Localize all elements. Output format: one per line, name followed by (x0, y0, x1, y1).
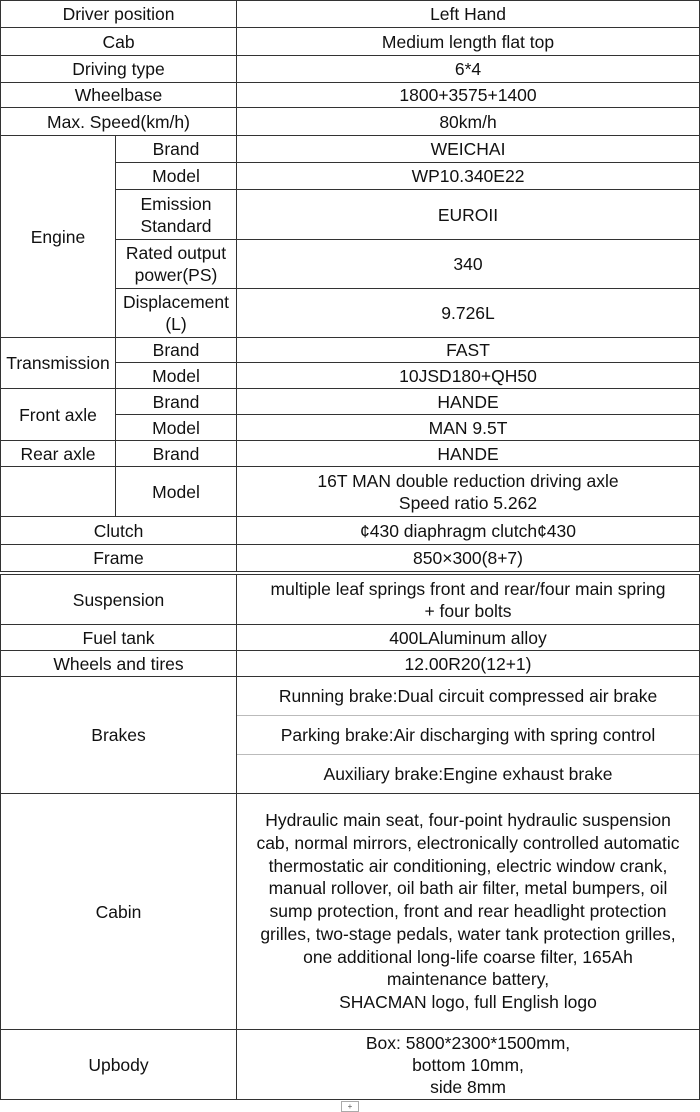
value-driver-position: Left Hand (237, 1, 700, 28)
label-engine: Engine (1, 136, 116, 338)
row-upbody (1, 1030, 700, 1100)
label-rated-output-line1: Rated output (125, 243, 227, 263)
value-cabin (237, 794, 700, 1030)
value-transmission-brand: FAST (237, 338, 700, 363)
cabin-line: SHACMAN logo, full English logo (339, 992, 597, 1013)
label-rated-output-line2: power(PS) (134, 265, 218, 285)
label-cab: Cab (1, 28, 237, 56)
label-transmission: Transmission (1, 338, 116, 389)
value-fuel-tank: 400LAluminum alloy (237, 625, 700, 651)
row-frame (1, 545, 700, 572)
label-engine-displacement (116, 289, 237, 338)
value-front-axle-model: MAN 9.5T (237, 415, 700, 441)
value-frame: 850×300(8+7) (237, 545, 700, 572)
label-displacement-line1: Displacement (122, 292, 230, 312)
label-engine-emission-line2: Standard (140, 215, 212, 236)
row-wheels-tires (1, 651, 700, 677)
value-suspension-line1: multiple leaf springs front and rear/four main spring (270, 578, 666, 599)
row-driver-position (1, 1, 700, 28)
label-transmission-brand: Brand (116, 338, 237, 363)
cabin-line: grilles, two-stage pedals, water tank protection grilles, (260, 923, 676, 944)
row-wheelbase (1, 83, 700, 108)
label-engine-rated-output (116, 240, 237, 289)
row-cab (1, 28, 700, 56)
label-upbody: Upbody (1, 1030, 237, 1100)
upbody-line: bottom 10mm, (412, 1054, 524, 1075)
value-engine-emission: EUROII (237, 190, 700, 240)
spec-table-bottom (0, 574, 700, 1100)
row-driving-type (1, 56, 700, 83)
cabin-line: Hydraulic main seat, four-point hydraulic suspension (265, 809, 671, 830)
value-front-axle-brand: HANDE (237, 389, 700, 415)
label-displacement-line2: (L) (165, 314, 187, 334)
label-rear-axle: Rear axle (1, 441, 116, 467)
value-brakes (237, 677, 700, 794)
label-clutch: Clutch (1, 517, 237, 545)
label-rear-axle-empty (1, 467, 116, 517)
label-fuel-tank: Fuel tank (1, 625, 237, 651)
value-suspension (237, 575, 700, 625)
label-engine-brand: Brand (116, 136, 237, 163)
label-engine-model: Model (116, 163, 237, 190)
row-rear-axle-brand (1, 441, 700, 467)
label-frame: Frame (1, 545, 237, 572)
label-wheelbase: Wheelbase (1, 83, 237, 108)
cabin-line: one additional long-life coarse filter, 165Ah (303, 946, 633, 967)
row-transmission-brand (1, 338, 700, 363)
label-transmission-model: Model (116, 363, 237, 389)
cabin-line: thermostatic air conditioning, electric window crank, (268, 855, 668, 876)
value-max-speed: 80km/h (237, 108, 700, 136)
row-rear-axle-model (1, 467, 700, 517)
brake-parking: Parking brake:Air discharging with spring control (237, 716, 699, 755)
label-engine-emission-line1: Emission (140, 193, 212, 214)
label-driving-type: Driving type (1, 56, 237, 83)
label-max-speed: Max. Speed(km/h) (1, 108, 237, 136)
value-rear-axle-model (237, 467, 700, 517)
label-driver-position: Driver position (1, 1, 237, 28)
label-rear-axle-brand: Brand (116, 441, 237, 467)
value-engine-brand: WEICHAI (237, 136, 700, 163)
upbody-line: Box: 5800*2300*1500mm, (365, 1032, 571, 1053)
value-engine-displacement: 9.726L (237, 289, 700, 338)
brake-running: Running brake:Dual circuit compressed air brake (237, 677, 699, 716)
value-transmission-model: 10JSD180+QH50 (237, 363, 700, 389)
value-wheels-tires: 12.00R20(12+1) (237, 651, 700, 677)
label-suspension: Suspension (1, 575, 237, 625)
row-clutch (1, 517, 700, 545)
value-engine-rated-output: 340 (237, 240, 700, 289)
value-driving-type: 6*4 (237, 56, 700, 83)
upbody-line: side 8mm (430, 1076, 506, 1097)
value-upbody (237, 1030, 700, 1100)
label-wheels-tires: Wheels and tires (1, 651, 237, 677)
label-brakes: Brakes (1, 677, 237, 794)
value-wheelbase: 1800+3575+1400 (237, 83, 700, 108)
cabin-line: maintenance battery, (386, 969, 550, 990)
value-rear-axle-model-line1: 16T MAN double reduction driving axle (317, 470, 619, 491)
label-engine-emission (116, 190, 237, 240)
value-rear-axle-model-line2: Speed ratio 5.262 (398, 492, 538, 513)
cabin-line: sump protection, front and rear headlight protection (269, 901, 667, 922)
row-front-axle-brand (1, 389, 700, 415)
label-front-axle-brand: Brand (116, 389, 237, 415)
row-brakes (1, 677, 700, 794)
row-cabin (1, 794, 700, 1030)
value-clutch: ¢430 diaphragm clutch¢430 (237, 517, 700, 545)
brake-auxiliary: Auxiliary brake:Engine exhaust brake (323, 764, 613, 784)
value-rear-axle-brand: HANDE (237, 441, 700, 467)
cabin-line: manual rollover, oil bath air filter, metal bumpers, oil (268, 878, 668, 899)
row-fuel-tank (1, 625, 700, 651)
label-rear-axle-model: Model (116, 467, 237, 517)
row-engine-brand (1, 136, 700, 163)
table-move-handle[interactable]: + (341, 1101, 359, 1112)
value-engine-model: WP10.340E22 (237, 163, 700, 190)
label-front-axle-model: Model (116, 415, 237, 441)
label-front-axle: Front axle (1, 389, 116, 441)
value-suspension-line2: + four bolts (424, 600, 512, 621)
row-max-speed (1, 108, 700, 136)
cabin-line: cab, normal mirrors, electronically controlled automatic (256, 832, 680, 853)
label-cabin: Cabin (1, 794, 237, 1030)
value-cab: Medium length flat top (237, 28, 700, 56)
row-suspension (1, 575, 700, 625)
